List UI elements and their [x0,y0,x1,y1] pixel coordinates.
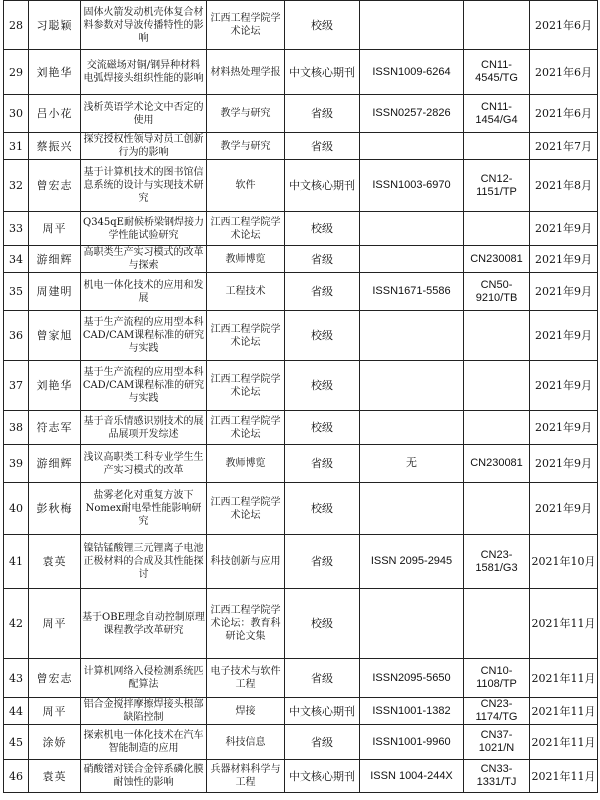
row-number: 35 [4,273,29,311]
author-name: 符志军 [29,411,81,445]
table-row [4,361,598,411]
paper-title: 镍钴锰酸锂三元锂离子电池正极材料的合成及其性能探讨 [81,535,207,589]
journal-name: 科技信息 [207,725,285,760]
row-number: 40 [4,483,29,535]
paper-title: 基于生产流程的应用型本科CAD/CAM课程标准的研究与实践 [81,361,207,411]
cn-number [464,361,530,411]
publish-date: 2021年6月 [530,1,598,50]
row-number: 43 [4,659,29,698]
journal-level: 校级 [285,411,360,445]
journal-level: 校级 [285,212,360,246]
author-name: 涂娇 [29,725,81,760]
paper-title: 浅析英语学术论文中否定的使用 [81,95,207,133]
author-name: 周平 [29,589,81,659]
cn-number: CN37-1021/N [464,725,530,760]
table-row [4,483,598,535]
paper-title: 计算机网络入侵检测系统匹配算法 [81,659,207,698]
row-number: 32 [4,160,29,212]
paper-title: 浅议高职类工科专业学生生产实习模式的改革 [81,445,207,483]
row-number: 42 [4,589,29,659]
table-row [4,698,598,725]
journal-name: 教学与研究 [207,133,285,160]
table-row [4,659,598,698]
publication-table [3,0,598,793]
issn-number [360,133,464,160]
publish-date: 2021年9月 [530,361,598,411]
journal-level: 省级 [285,535,360,589]
paper-title: 铝合金搅拌摩擦焊接头根部缺陷控制 [81,698,207,725]
paper-title: 机电一体化技术的应用和发展 [81,273,207,311]
paper-title: 基于OBE理念自动控制原理课程教学改革研究 [81,589,207,659]
journal-name: 兵器材料科学与工程 [207,760,285,793]
cn-number [464,212,530,246]
issn-number [360,311,464,361]
issn-number: ISSN1003-6970 [360,160,464,212]
row-number: 33 [4,212,29,246]
journal-level: 省级 [285,246,360,273]
journal-name: 江西工程学院学术论坛 [207,483,285,535]
row-number: 29 [4,50,29,95]
publish-date: 2021年9月 [530,445,598,483]
author-name: 游细辉 [29,445,81,483]
table-row [4,212,598,246]
journal-level: 省级 [285,133,360,160]
table-row [4,445,598,483]
paper-title: 探究授权性领导对员工创新行为的影响 [81,133,207,160]
publish-date: 2021年11月 [530,725,598,760]
table-row [4,133,598,160]
journal-level: 校级 [285,311,360,361]
publish-date: 2021年11月 [530,589,598,659]
journal-name: 江西工程学院学术论坛 [207,1,285,50]
journal-name: 江西工程学院学术论坛 [207,411,285,445]
author-name: 彭秋梅 [29,483,81,535]
row-number: 31 [4,133,29,160]
cn-number: CN50-9210/TB [464,273,530,311]
cn-number: CN23-1174/TG [464,698,530,725]
journal-level: 省级 [285,659,360,698]
author-name: 吕小花 [29,95,81,133]
issn-number [360,589,464,659]
row-number: 37 [4,361,29,411]
cn-number [464,133,530,160]
table-row [4,246,598,273]
cn-number [464,311,530,361]
issn-number: ISSN1671-5586 [360,273,464,311]
journal-name: 电子技术与软件工程 [207,659,285,698]
publish-date: 2021年11月 [530,698,598,725]
journal-level: 中文核心期刊 [285,698,360,725]
publish-date: 2021年6月 [530,95,598,133]
paper-title: 交流磁场对铜/钢异种材料电弧焊接头组织性能的影响 [81,50,207,95]
author-name: 曾宏志 [29,659,81,698]
paper-title: 固体火箭发动机壳体复合材料参数对导波传播特性的影响 [81,1,207,50]
table-row [4,160,598,212]
issn-number [360,361,464,411]
author-name: 周平 [29,212,81,246]
issn-number [360,411,464,445]
cn-number [464,1,530,50]
issn-number [360,246,464,273]
publish-date: 2021年9月 [530,273,598,311]
author-name: 曾家旭 [29,311,81,361]
table-row [4,50,598,95]
paper-title: 基于生产流程的应用型本科CAD/CAM课程标准的研究与实践 [81,311,207,361]
publish-date: 2021年6月 [530,50,598,95]
journal-level: 校级 [285,483,360,535]
row-number: 30 [4,95,29,133]
issn-number: ISSN 1004-244X [360,760,464,793]
issn-number: 无 [360,445,464,483]
table-row [4,1,598,50]
journal-level: 中文核心期刊 [285,50,360,95]
publish-date: 2021年9月 [530,411,598,445]
publish-date: 2021年8月 [530,160,598,212]
cn-number: CN230081 [464,246,530,273]
paper-title: 高职类生产实习模式的改革与探索 [81,246,207,273]
row-number: 41 [4,535,29,589]
row-number: 36 [4,311,29,361]
publish-date: 2021年9月 [530,212,598,246]
row-number: 46 [4,760,29,793]
cn-number: CN23-1581/G3 [464,535,530,589]
cn-number: CN11-1454/G4 [464,95,530,133]
publish-date: 2021年11月 [530,659,598,698]
table-row [4,535,598,589]
author-name: 曾宏志 [29,160,81,212]
row-number: 44 [4,698,29,725]
cn-number [464,589,530,659]
author-name: 周平 [29,698,81,725]
cn-number: CN230081 [464,445,530,483]
journal-name: 焊接 [207,698,285,725]
table-row [4,95,598,133]
issn-number [360,212,464,246]
author-name: 刘艳华 [29,50,81,95]
issn-number [360,1,464,50]
journal-name: 江西工程学院学术论坛：教育科研论文集 [207,589,285,659]
issn-number: ISSN1001-9960 [360,725,464,760]
paper-title: 盐雾老化对重复方波下Nomex耐电晕性能影响研究 [81,483,207,535]
cn-number: CN33-1331/TJ [464,760,530,793]
publish-date: 2021年9月 [530,483,598,535]
cn-number: CN10-1108/TP [464,659,530,698]
journal-level: 校级 [285,1,360,50]
paper-title: 探索机电一体化技术在汽车智能制造的应用 [81,725,207,760]
table-row [4,411,598,445]
paper-title: 基于计算机技术的图书馆信息系统的设计与实现技术研究 [81,160,207,212]
row-number: 45 [4,725,29,760]
row-number: 28 [4,1,29,50]
cn-number: CN11-4545/TG [464,50,530,95]
publish-date: 2021年9月 [530,311,598,361]
journal-name: 材料热处理学报 [207,50,285,95]
journal-name: 教师博览 [207,246,285,273]
row-number: 34 [4,246,29,273]
journal-level: 校级 [285,589,360,659]
paper-title: 基于音乐情感识别技术的展品展项开发综述 [81,411,207,445]
author-name: 游细辉 [29,246,81,273]
publish-date: 2021年7月 [530,133,598,160]
journal-name: 工程技术 [207,273,285,311]
table-row [4,589,598,659]
issn-number: ISSN1001-1382 [360,698,464,725]
journal-name: 教师博览 [207,445,285,483]
journal-name: 江西工程学院学术论坛 [207,311,285,361]
publish-date: 2021年10月 [530,535,598,589]
journal-name: 江西工程学院学术论坛 [207,361,285,411]
table-row [4,311,598,361]
publish-date: 2021年11月 [530,760,598,793]
issn-number: ISSN0257-2826 [360,95,464,133]
cn-number [464,483,530,535]
author-name: 刘艳华 [29,361,81,411]
journal-level: 省级 [285,273,360,311]
journal-level: 省级 [285,445,360,483]
issn-number: ISSN2095-5650 [360,659,464,698]
table-row [4,760,598,793]
journal-name: 科技创新与应用 [207,535,285,589]
author-name: 袁英 [29,760,81,793]
table-row [4,725,598,760]
publish-date: 2021年9月 [530,246,598,273]
author-name: 习聪颖 [29,1,81,50]
author-name: 袁英 [29,535,81,589]
table-row [4,273,598,311]
issn-number: ISSN 2095-2945 [360,535,464,589]
journal-level: 中文核心期刊 [285,160,360,212]
cn-number: CN12-1151/TP [464,160,530,212]
journal-level: 中文核心期刊 [285,760,360,793]
journal-name: 江西工程学院学术论坛 [207,212,285,246]
journal-level: 校级 [285,361,360,411]
cn-number [464,411,530,445]
journal-name: 软件 [207,160,285,212]
journal-level: 省级 [285,725,360,760]
row-number: 39 [4,445,29,483]
issn-number [360,483,464,535]
journal-level: 省级 [285,95,360,133]
journal-name: 教学与研究 [207,95,285,133]
author-name: 周建明 [29,273,81,311]
row-number: 38 [4,411,29,445]
issn-number: ISSN1009-6264 [360,50,464,95]
paper-title: 硝酸镨对镁合金锌系磷化膜耐蚀性的影响 [81,760,207,793]
author-name: 蔡振兴 [29,133,81,160]
paper-title: Q345qE耐候桥梁钢焊接力学性能试验研究 [81,212,207,246]
